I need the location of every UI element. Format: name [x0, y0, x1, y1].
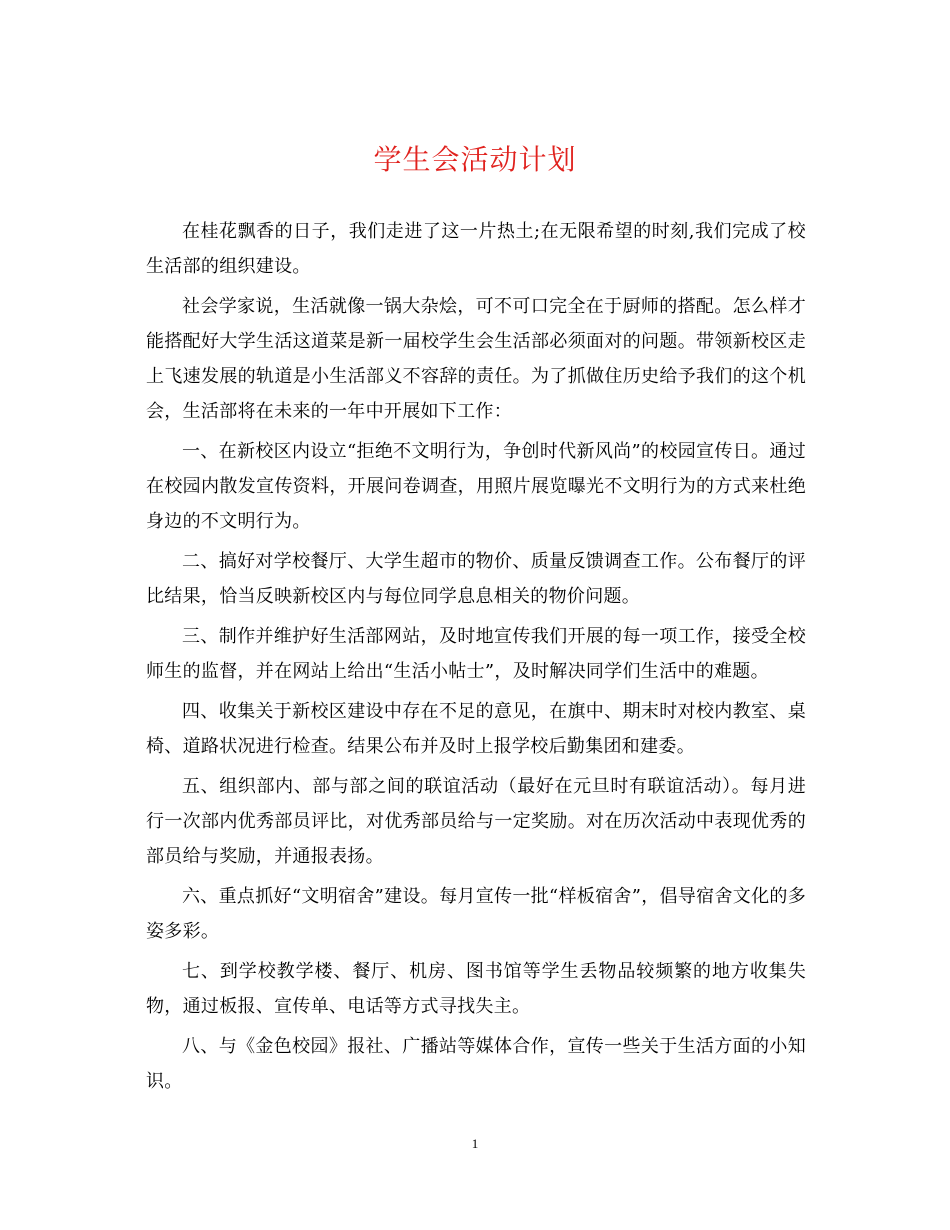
- paragraph-item-3: 三、制作并维护好生活部网站，及时地宣传我们开展的每一项工作，接受全校师生的监督，并在网站上给出“生活小帖士”，及时解决同学们生活中的难题。: [146, 626, 806, 682]
- paragraph-intro: 在桂花飘香的日子，我们走进了这一片热土;在无限希望的时刻,我们完成了校生活部的组织建设。: [146, 221, 806, 277]
- paragraph-item-4: 四、收集关于新校区建设中存在不足的意见，在旗中、期末时对校内教室、桌椅、道路状况进行检查。结果公布并及时上报学校后勤集团和建委。: [146, 701, 806, 757]
- page-number: 1: [471, 1136, 479, 1151]
- paragraph-item-2: 二、搞好对学校餐厅、大学生超市的物价、质量反馈调查工作。公布餐厅的评比结果，恰当反映新校区内与每位同学息息相关的物价问题。: [146, 551, 806, 607]
- paragraph-item-8: 八、与《金色校园》报社、广播站等媒体合作，宣传一些关于生活方面的小知识。: [146, 1036, 806, 1092]
- paragraph-item-5: 五、组织部内、部与部之间的联谊活动（最好在元旦时有联谊活动）。每月进行一次部内优秀部员评比，对优秀部员给与一定奖励。对在历次活动中表现优秀的部员给与奖励，并通报表扬。: [146, 776, 806, 867]
- paragraph-context: 社会学家说，生活就像一锅大杂烩，可不可口完全在于厨师的搭配。怎么样才能搭配好大学生活这道菜是新一届校学生会生活部必须面对的问题。带领新校区走上飞速发展的轨道是小生活部义不容辞的责任。为了抓做住历史给予我们的这个机会，生活部将在未来的一年中开展如下工作：: [146, 296, 806, 422]
- document-body: [146, 214, 806, 1099]
- document-title: 学生会活动计划: [373, 143, 577, 176]
- paragraph-item-6: 六、重点抓好“文明宿舍”建设。每月宣传一批“样板宿舍”，倡导宿舍文化的多姿多彩。: [146, 886, 806, 942]
- paragraph-item-7: 七、到学校教学楼、餐厅、机房、图书馆等学生丢物品较频繁的地方收集失物，通过板报、宣传单、电话等方式寻找失主。: [146, 961, 806, 1017]
- paragraph-item-1: 一、在新校区内设立“拒绝不文明行为，争创时代新风尚”的校园宣传日。通过在校园内散发宣传资料，开展问卷调查，用照片展览曝光不文明行为的方式来杜绝身边的不文明行为。: [146, 441, 806, 532]
